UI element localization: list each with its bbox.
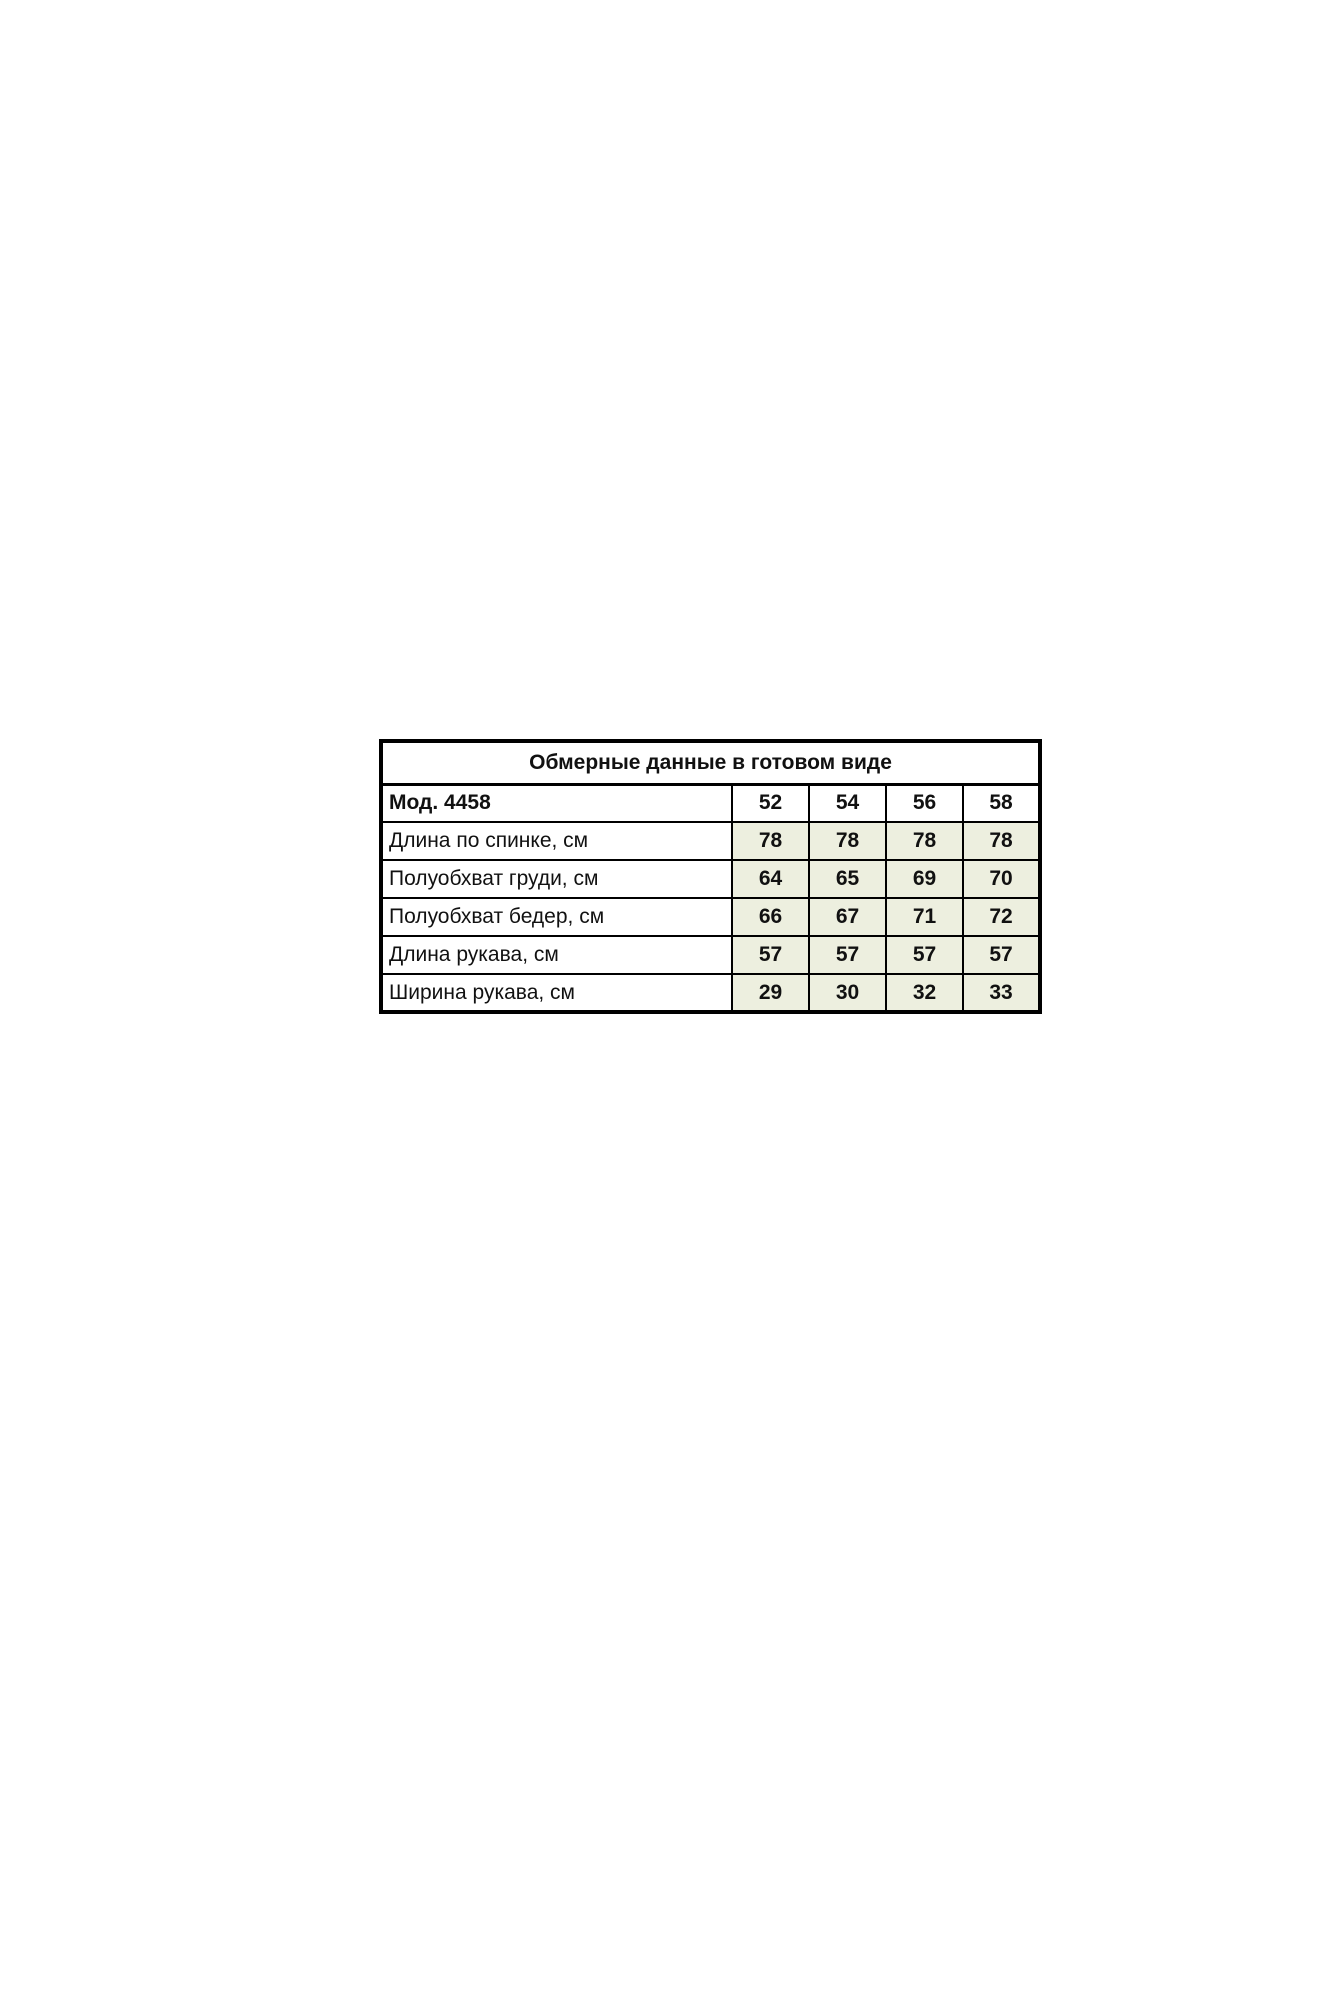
value-cell: 32: [886, 974, 963, 1012]
value-cell: 30: [809, 974, 886, 1012]
table-title: Обмерные данные в готовом виде: [381, 741, 1040, 784]
value-cell: 78: [732, 822, 809, 860]
table-row: [381, 898, 1040, 936]
value-cell: 57: [809, 936, 886, 974]
row-label: Длина по спинке, см: [381, 822, 732, 860]
row-label: Полуобхват бедер, см: [381, 898, 732, 936]
table-row: [381, 822, 1040, 860]
table-row: [381, 936, 1040, 974]
size-header: 52: [732, 784, 809, 822]
value-cell: 57: [963, 936, 1040, 974]
size-header: 54: [809, 784, 886, 822]
value-cell: 64: [732, 860, 809, 898]
value-cell: 29: [732, 974, 809, 1012]
table-row: [381, 974, 1040, 1012]
row-label: Длина рукава, см: [381, 936, 732, 974]
row-label: Ширина рукава, см: [381, 974, 732, 1012]
value-cell: 67: [809, 898, 886, 936]
value-cell: 33: [963, 974, 1040, 1012]
value-cell: 66: [732, 898, 809, 936]
size-header-row: [381, 784, 1040, 822]
value-cell: 57: [886, 936, 963, 974]
value-cell: 78: [886, 822, 963, 860]
value-cell: 70: [963, 860, 1040, 898]
value-cell: 72: [963, 898, 1040, 936]
value-cell: 78: [809, 822, 886, 860]
value-cell: 65: [809, 860, 886, 898]
value-cell: 57: [732, 936, 809, 974]
model-label: Мод. 4458: [381, 784, 732, 822]
row-label: Полуобхват груди, см: [381, 860, 732, 898]
value-cell: 69: [886, 860, 963, 898]
value-cell: 71: [886, 898, 963, 936]
size-header: 56: [886, 784, 963, 822]
value-cell: 78: [963, 822, 1040, 860]
table-title-row: [381, 741, 1040, 784]
size-header: 58: [963, 784, 1040, 822]
table-row: [381, 860, 1040, 898]
measurement-table: [379, 739, 1042, 1014]
